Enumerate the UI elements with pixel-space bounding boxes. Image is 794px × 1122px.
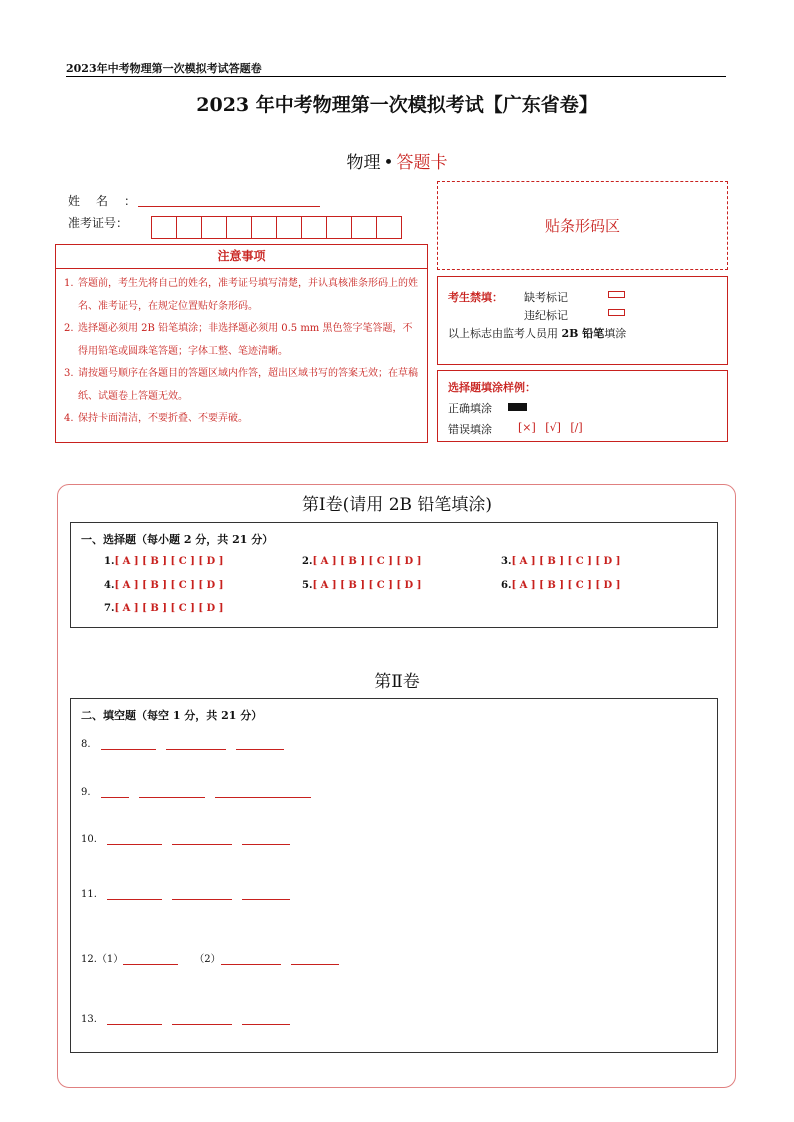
violation-mark-box[interactable] <box>608 309 625 316</box>
fill-in-heading: 二、填空题（每空 1 分，共 21 分） <box>81 709 263 722</box>
answer-blank[interactable] <box>123 955 178 965</box>
answer-blank[interactable] <box>291 955 339 965</box>
answer-blank[interactable] <box>242 1015 290 1025</box>
exam-id-label: 准考证号： <box>68 216 129 230</box>
exam-id-box[interactable] <box>176 216 202 239</box>
violation-mark-label: 违纪标记 <box>524 309 568 322</box>
fill-question-10: 10. <box>81 834 290 845</box>
exam-id-box[interactable] <box>251 216 277 239</box>
answer-blank[interactable] <box>101 740 156 750</box>
notice-item: 3. 请按题号顺序在各题目的答题区域内作答，超出区域书写的答案无效；在草稿纸、试题卷上答题无效。 <box>64 368 418 402</box>
exam-id-box[interactable] <box>301 216 327 239</box>
correct-fill-label: 正确填涂 <box>448 402 492 415</box>
volume1-title: 第Ⅰ卷(请用 2B 铅笔填涂) <box>301 495 493 515</box>
fill-in-box <box>70 698 718 1053</box>
notice-item: 2. 选择题必须用 2B 铅笔填涂；非选择题必须用 0.5 mm 黑色签字笔答题，不得用铅笔或圆珠笔答题；字体工整、笔迹清晰。 <box>64 323 413 357</box>
answer-blank[interactable] <box>172 890 232 900</box>
absent-mark-label: 缺考标记 <box>524 291 568 304</box>
page-title: 2023 年中考物理第一次模拟考试【广东省卷】 <box>196 94 598 116</box>
mc-question[interactable]: 3.[ A ] [ B ] [ C ] [ D ] <box>501 556 621 567</box>
exam-id-box[interactable] <box>376 216 402 239</box>
absent-mark-box[interactable] <box>608 291 625 298</box>
forbid-title: 考生禁填： <box>448 291 503 304</box>
wrong-fill-label: 错误填涂 <box>448 423 492 436</box>
mc-question[interactable]: 1.[ A ] [ B ] [ C ] [ D ] <box>104 556 224 567</box>
name-field[interactable] <box>138 206 320 207</box>
answer-blank[interactable] <box>166 740 226 750</box>
subtitle-dot: • <box>383 153 394 173</box>
mc-question[interactable]: 5.[ A ] [ B ] [ C ] [ D ] <box>302 580 422 591</box>
filled-block-icon <box>508 403 527 411</box>
header-rule <box>66 76 726 77</box>
fill-question-8: 8. <box>81 739 284 750</box>
forbid-note: 以上标志由监考人员用 2B 铅笔填涂 <box>448 327 627 340</box>
multiple-choice-box <box>70 522 718 628</box>
multiple-choice-heading: 一、选择题（每小题 2 分，共 21 分） <box>81 533 274 546</box>
fill-question-13: 13. <box>81 1014 290 1025</box>
exam-id-box[interactable] <box>276 216 302 239</box>
answer-blank[interactable] <box>107 1015 162 1025</box>
fill-sample-box <box>437 370 728 442</box>
exam-id-boxes[interactable] <box>152 216 402 239</box>
volume2-title: 第Ⅱ卷 <box>374 672 420 692</box>
fill-question-11: 11. <box>81 889 290 900</box>
answer-blank[interactable] <box>139 788 205 798</box>
answer-blank[interactable] <box>236 740 284 750</box>
answer-blank[interactable] <box>242 835 290 845</box>
mc-question[interactable]: 7.[ A ] [ B ] [ C ] [ D ] <box>104 603 224 614</box>
notice-list <box>56 269 427 431</box>
wrong-fill-marks: [×] [√] [/] <box>518 421 583 434</box>
running-head: 2023年中考物理第一次模拟考试答题卷 <box>66 62 262 75</box>
exam-id-box[interactable] <box>326 216 352 239</box>
notice-item: 4. 保持卡面清洁，不要折叠、不要弄破。 <box>64 413 248 424</box>
notice-item: 1. 答题前，考生先将自己的姓名，准考证号填写清楚，并认真核准条形码上的姓名、准考证号，在规定位置贴好条形码。 <box>64 278 418 312</box>
answer-blank[interactable] <box>172 835 232 845</box>
exam-id-box[interactable] <box>151 216 177 239</box>
name-label: 姓名： <box>68 194 153 208</box>
mc-question[interactable]: 2.[ A ] [ B ] [ C ] [ D ] <box>302 556 422 567</box>
mc-question[interactable]: 4.[ A ] [ B ] [ C ] [ D ] <box>104 580 224 591</box>
page-subtitle <box>0 148 794 173</box>
fill-question-12: 12. （1） （2） <box>81 950 339 965</box>
subtitle-card: 答题卡 <box>396 153 448 173</box>
answer-blank[interactable] <box>221 955 281 965</box>
mc-question[interactable]: 6.[ A ] [ B ] [ C ] [ D ] <box>501 580 621 591</box>
barcode-area: 贴条形码区 <box>437 181 728 270</box>
answer-blank[interactable] <box>107 890 162 900</box>
answer-blank[interactable] <box>172 1015 232 1025</box>
exam-id-box[interactable] <box>201 216 227 239</box>
answer-blank[interactable] <box>101 788 129 798</box>
exam-id-box[interactable] <box>351 216 377 239</box>
answer-blank[interactable] <box>215 788 311 798</box>
subtitle-subject: 物理 <box>346 153 381 173</box>
notice-heading: 注意事项 <box>56 245 427 269</box>
fill-question-9: 9. <box>81 787 311 798</box>
exam-id-box[interactable] <box>226 216 252 239</box>
fill-sample-title: 选择题填涂样例： <box>448 381 536 394</box>
answer-blank[interactable] <box>242 890 290 900</box>
notice-box <box>55 244 428 443</box>
answer-blank[interactable] <box>107 835 162 845</box>
forbid-box <box>437 276 728 365</box>
